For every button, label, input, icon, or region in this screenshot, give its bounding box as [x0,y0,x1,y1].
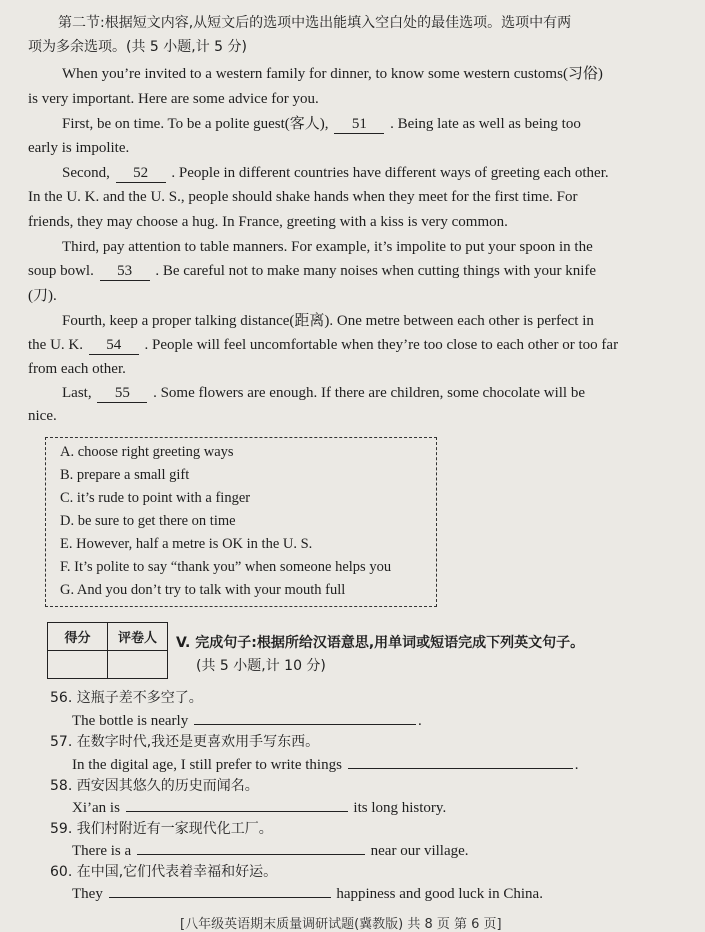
question-59-sentence [72,841,469,861]
page-footer: [八年级英语期末质量调研试题(冀教版) 共 8 页 第 6 页] [180,917,502,932]
question-57-prompt: 57. 在数字时代,我还是更喜欢用手写东西。 [50,734,320,750]
passage-line: nice. [28,408,57,424]
passage-line: friends, they may choose a hug. In France, greeting with a kiss is very common. [28,214,508,230]
blank-55[interactable]: 55 [97,385,147,403]
option-a[interactable]: A. choose right greeting ways [60,444,234,460]
question-58-sentence [72,798,446,818]
score-cell[interactable] [48,651,108,679]
answer-blank-57[interactable] [348,768,573,769]
section5-heading: V. 完成句子:根据所给汉语意思,用单词或短语完成下列英文句子。 [176,635,585,651]
answer-blank-60[interactable] [109,897,331,898]
option-e[interactable]: E. However, half a metre is OK in the U. S. [60,536,313,552]
answer-blank-58[interactable] [126,811,348,812]
passage-line: from each other. [28,361,126,377]
passage-line: In the U. K. and the U. S., people should shake hands when they meet for the first time. For [28,189,578,205]
passage-line [62,114,581,134]
option-f[interactable]: F. It’s polite to say “thank you” when someone helps you [60,559,392,575]
passage-line [62,163,609,183]
passage-text: Second, [62,165,110,181]
question-57-sentence [72,755,578,775]
passage-line: Fourth, keep a proper talking distance(距离). One metre between each other is perfect in [62,313,594,329]
passage-line [28,261,596,281]
sentence-text: There is a [72,843,132,859]
sentence-text: happiness and good luck in China. [336,886,543,902]
blank-54[interactable]: 54 [89,337,139,355]
passage-line: early is impolite. [28,140,130,156]
sentence-text: In the digital age, I still prefer to write things [72,757,342,773]
passage-line: When you’re invited to a western family for dinner, to know some western customs(习俗) [62,66,603,82]
section2-heading-cont: 项为多余选项。(共 5 小题,计 5 分) [28,39,247,55]
passage-line [28,335,618,355]
passage-text: . Be careful not to make many noises when cutting things with your knife [155,263,597,279]
options-box [45,437,437,607]
section5-heading-cont: (共 5 小题,计 10 分) [196,658,326,674]
question-60-sentence [72,884,543,904]
passage-line: is very important. Here are some advice for you. [28,91,319,107]
grader-header: 评卷人 [108,623,168,651]
sentence-text: its long history. [353,800,447,816]
sentence-text: They [72,886,103,902]
sentence-text: The bottle is nearly [72,713,189,729]
passage-line: Third, pay attention to table manners. For example, it’s impolite to put your spoon in the [62,239,593,255]
sentence-text: . [417,713,422,729]
passage-line: (刀). [28,288,57,304]
passage-text: First, be on time. To be a polite guest(客人), [62,116,329,132]
option-b[interactable]: B. prepare a small gift [60,467,190,483]
sentence-text: . [574,757,579,773]
passage-text: soup bowl. [28,263,94,279]
passage-text: the U. K. [28,337,83,353]
section2-heading: 第二节:根据短文内容,从短文后的选项中选出能填入空白处的最佳选项。选项中有两 [58,15,572,31]
passage-text: . People in different countries have different ways of greeting each other. [171,165,609,181]
option-d[interactable]: D. be sure to get there on time [60,513,236,529]
sentence-text: near our village. [370,843,469,859]
score-header: 得分 [48,623,108,651]
blank-53[interactable]: 53 [100,263,150,281]
question-58-prompt: 58. 西安因其悠久的历史而闻名。 [50,778,259,794]
score-table [47,622,168,679]
passage-text: . Being late as well as being too [390,116,581,132]
question-56-prompt: 56. 这瓶子差不多空了。 [50,690,203,706]
blank-52[interactable]: 52 [116,165,166,183]
question-60-prompt: 60. 在中国,它们代表着幸福和好运。 [50,864,278,880]
question-59-prompt: 59. 我们村附近有一家现代化工厂。 [50,821,273,837]
option-c[interactable]: C. it’s rude to point with a finger [60,490,251,506]
answer-blank-56[interactable] [194,724,416,725]
passage-text: . Some flowers are enough. If there are children, some chocolate will be [153,385,585,401]
passage-text: Last, [62,385,92,401]
blank-51[interactable]: 51 [334,116,384,134]
passage-text: . People will feel uncomfortable when they’re too close to each other or too far [144,337,619,353]
passage-line [62,383,585,403]
option-g[interactable]: G. And you don’t try to talk with your mouth full [60,582,346,598]
grader-cell[interactable] [108,651,168,679]
question-56-sentence [72,711,422,731]
sentence-text: Xi’an is [72,800,120,816]
answer-blank-59[interactable] [137,854,365,855]
